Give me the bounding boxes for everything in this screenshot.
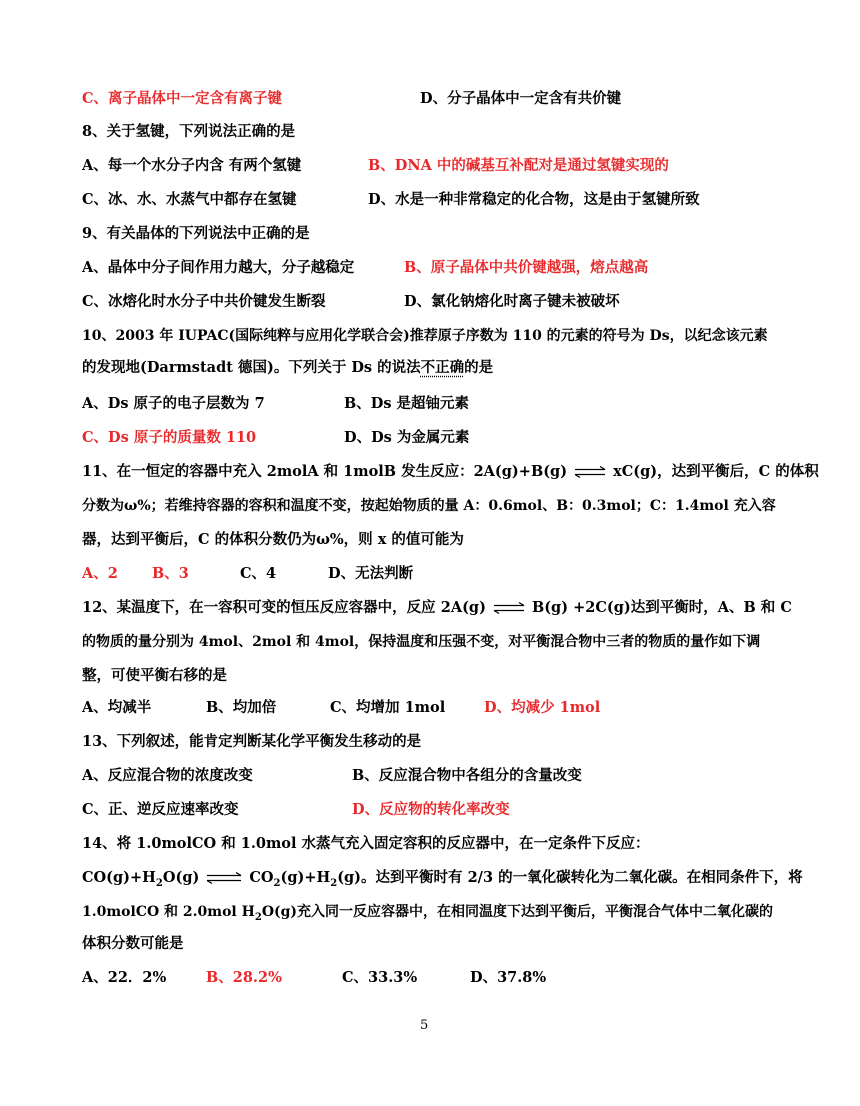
- q10-text-c: 的是: [464, 359, 494, 376]
- reversible-arrow-icon: [491, 602, 527, 614]
- page-number: 5: [420, 1018, 429, 1033]
- q14-eq-sub-3: 2: [330, 877, 338, 889]
- question-11-line-3: 器，达到平衡后，C 的体积分数仍为ω%，则 x 的值可能为: [82, 531, 464, 548]
- q12-text-b: B(g) +2C(g)达到平衡时，A、B 和 C: [531, 599, 792, 616]
- q14-eq-sub-1: 2: [155, 877, 163, 889]
- question-11-line-2: 分数为ω%；若维持容器的容积和温度不变，按起始物质的量 A：0.6mol、B：0.3mol；C：1.4mol 充入容: [82, 498, 776, 514]
- q11-option-b: B、3: [152, 565, 189, 582]
- q10-emphasis: 不正确: [420, 359, 465, 376]
- q14-eq-1: CO(g)+H: [82, 869, 156, 886]
- q14-text-a: 1.0molCO 和 2.0mol H: [82, 904, 255, 920]
- q13-option-d: D、反应物的转化率改变: [352, 801, 510, 818]
- question-9: 9、有关晶体的下列说法中正确的是: [82, 225, 310, 242]
- q12-text-a: 12、某温度下，在一容积可变的恒压反应容器中，反应 2A(g): [82, 599, 486, 616]
- q11-option-a: A、2: [82, 565, 118, 582]
- q13-option-a: A、反应混合物的浓度改变: [82, 767, 253, 784]
- q8-option-d: D、水是一种非常稳定的化合物，这是由于氢键所致: [368, 191, 700, 208]
- q14-option-b: B、28.2%: [206, 969, 282, 986]
- q12-option-d: D、均减少 1mol: [484, 699, 601, 716]
- q10-option-d: D、Ds 为金属元素: [344, 429, 470, 446]
- q9-option-b: B、原子晶体中共价键越强，熔点越高: [404, 259, 649, 276]
- question-11-line-1: [82, 462, 819, 482]
- question-14-line-4: 体积分数可能是: [82, 935, 184, 952]
- question-14-line-1: 14、将 1.0molCO 和 1.0mol 水蒸气充入固定容积的反应器中，在一定条件下反应：: [82, 835, 650, 852]
- option-d: D、分子晶体中一定含有共价键: [420, 90, 622, 107]
- q10-text-a: 的发现地(Darmstadt 德国)。下列关于 Ds 的说法: [82, 359, 421, 376]
- q14-option-c: C、33.3%: [342, 969, 418, 986]
- q11-option-d: D、无法判断: [328, 565, 414, 582]
- question-10-line-1: 10、2003 年 IUPAC(国际纯粹与应用化学联合会)推荐原子序数为 110 的元素的符号为 Ds，以纪念该元素: [82, 328, 768, 344]
- q14-sub: 2: [254, 911, 262, 923]
- question-12-line-1: [82, 598, 792, 618]
- question-12-line-3: 整，可使平衡右移的是: [82, 667, 227, 684]
- reversible-arrow-icon: [572, 466, 608, 478]
- question-13: 13、下列叙述，能肯定判断某化学平衡发生移动的是: [82, 733, 422, 750]
- question-14-line-2: [82, 868, 803, 894]
- question-8: 8、关于氢键，下列说法正确的是: [82, 123, 296, 140]
- q12-option-b: B、均加倍: [206, 699, 277, 716]
- question-14-line-3: [82, 902, 773, 928]
- q13-option-c: C、正、逆反应速率改变: [82, 801, 239, 818]
- q14-text-b: O(g)充入同一反应容器中，在相同温度下达到平衡后，平衡混合气体中二氧化碳的: [261, 904, 774, 920]
- q14-option-a: A、22．2%: [82, 969, 167, 986]
- q8-option-b: B、DNA 中的碱基互补配对是通过氢键实现的: [368, 157, 669, 174]
- q8-option-c: C、冰、水、水蒸气中都存在氢键: [82, 191, 297, 208]
- q11-text-b: xC(g)，达到平衡后，C 的体积: [613, 463, 819, 480]
- q8-option-a: A、每一个水分子内含 有两个氢键: [82, 157, 302, 174]
- q10-option-a: A、Ds 原子的电子层数为 7: [82, 395, 265, 412]
- option-c: C、离子晶体中一定含有离子键: [82, 90, 283, 107]
- q14-option-d: D、37.8%: [470, 969, 547, 986]
- q14-eq-4: (g)+H: [280, 869, 331, 886]
- q10-option-b: B、Ds 是超铀元素: [344, 395, 470, 412]
- q12-option-a: A、均减半: [82, 699, 152, 716]
- q14-eq-3: CO: [249, 869, 274, 886]
- question-12-line-2: 的物质的量分别为 4mol、2mol 和 4mol，保持温度和压强不变，对平衡混合物中三者的物质的量作如下调: [82, 634, 761, 650]
- q14-eq-2: O(g): [162, 869, 200, 886]
- q13-option-b: B、反应混合物中各组分的含量改变: [352, 767, 582, 784]
- reversible-arrow-icon: [204, 872, 244, 884]
- q10-option-c: C、Ds 原子的质量数 110: [82, 429, 257, 446]
- q12-option-c: C、均增加 1mol: [330, 699, 446, 716]
- q14-eq-sub-2: 2: [273, 877, 281, 889]
- q9-option-c: C、冰熔化时水分子中共价键发生断裂: [82, 293, 326, 310]
- q11-option-c: C、4: [240, 565, 277, 582]
- q9-option-d: D、氯化钠熔化时离子键未被破坏: [404, 293, 620, 310]
- question-10-line-2: [82, 358, 493, 378]
- q9-option-a: A、晶体中分子间作用力越大，分子越稳定: [82, 259, 355, 276]
- q14-eq-5: (g)。达到平衡时有 2/3 的一氧化碳转化为二氧化碳。在相同条件下，将: [337, 869, 803, 886]
- q11-text-a: 11、在一恒定的容器中充入 2molA 和 1molB 发生反应：2A(g)+B(g): [82, 463, 568, 480]
